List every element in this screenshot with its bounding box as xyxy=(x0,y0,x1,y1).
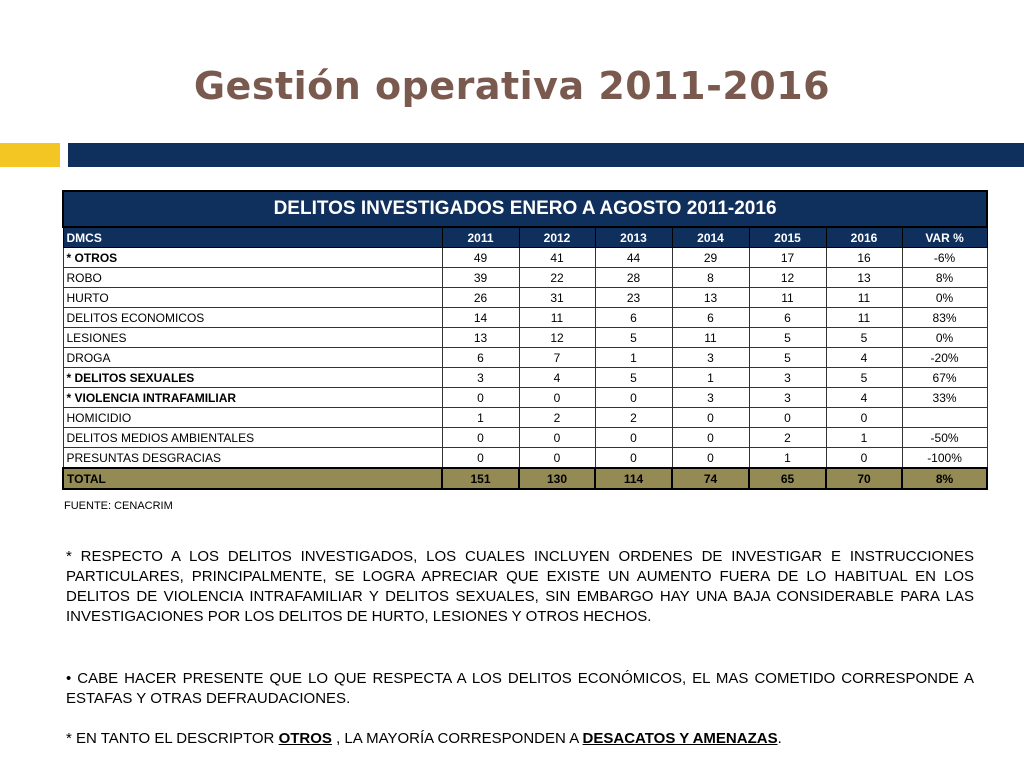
table-cell: 11 xyxy=(519,308,595,328)
table-caption: DELITOS INVESTIGADOS ENERO A AGOSTO 2011-2016 xyxy=(63,191,987,227)
crimes-table xyxy=(62,190,988,490)
table-cell: 0 xyxy=(672,428,749,448)
total-cell: 8% xyxy=(902,468,987,489)
table-row xyxy=(63,448,987,469)
table-cell: -6% xyxy=(902,248,987,268)
table-cell: -100% xyxy=(902,448,987,469)
table-cell: 2 xyxy=(749,428,826,448)
table-cell: 5 xyxy=(595,328,672,348)
table-cell: 11 xyxy=(672,328,749,348)
note-3-prefix: * EN TANTO EL DESCRIPTOR xyxy=(66,730,279,747)
table-cell: 0 xyxy=(442,428,519,448)
table-cell: 29 xyxy=(672,248,749,268)
header-cell: 2012 xyxy=(519,227,595,248)
accent-bar-navy xyxy=(68,143,1024,167)
table-cell: 11 xyxy=(749,288,826,308)
table-cell: 7 xyxy=(519,348,595,368)
table-cell: 4 xyxy=(826,388,902,408)
header-cell: 2016 xyxy=(826,227,902,248)
table-cell: 3 xyxy=(749,368,826,388)
header-cell: 2011 xyxy=(442,227,519,248)
row-label: PRESUNTAS DESGRACIAS xyxy=(63,448,442,469)
table-cell: 33% xyxy=(902,388,987,408)
table-cell: 13 xyxy=(672,288,749,308)
table-header-row xyxy=(63,227,987,248)
table-cell: 1 xyxy=(826,428,902,448)
table-total-row xyxy=(63,468,987,489)
table-source-note: FUENTE: CENACRIM xyxy=(64,500,173,512)
table-cell: 5 xyxy=(826,328,902,348)
table-cell: 67% xyxy=(902,368,987,388)
table-cell: 5 xyxy=(749,328,826,348)
table-cell: 11 xyxy=(826,288,902,308)
table-cell: 5 xyxy=(749,348,826,368)
table-cell: 6 xyxy=(749,308,826,328)
table-cell: 6 xyxy=(595,308,672,328)
table-row xyxy=(63,268,987,288)
note-3-term-otros: OTROS xyxy=(278,730,332,747)
total-cell: 70 xyxy=(826,468,902,489)
table-cell: 4 xyxy=(519,368,595,388)
row-label: HURTO xyxy=(63,288,442,308)
note-paragraph-1: * RESPECTO A LOS DELITOS INVESTIGADOS, LOS CUALES INCLUYEN ORDENES DE INVESTIGAR E INSTRUCCIONES PARTICULARES, PRINCIPALMENTE, SE LOGRA APRECIAR QUE EXISTE UN AUMENTO FUERA DE LO HABITUAL EN LOS DELITOS DE VIOLENCIA INTRAFAMILIAR Y DELITOS SEXUALES, SIN EMBARGO HAY UNA BAJA CONSIDERABLE PARA LAS INVESTIGACIONES POR LOS DELITOS DE HURTO, LESIONES Y OTROS HECHOS. xyxy=(66,548,974,625)
table-cell: 0 xyxy=(595,388,672,408)
table-cell: 0 xyxy=(519,428,595,448)
table-cell: 3 xyxy=(442,368,519,388)
table-cell: 41 xyxy=(519,248,595,268)
total-cell: 114 xyxy=(595,468,672,489)
table-row xyxy=(63,288,987,308)
table-cell: 5 xyxy=(826,368,902,388)
table-cell: 44 xyxy=(595,248,672,268)
table-cell: -50% xyxy=(902,428,987,448)
note-paragraph-3 xyxy=(66,729,974,749)
accent-bar-yellow xyxy=(0,143,60,167)
header-cell: DMCS xyxy=(63,227,442,248)
table-cell: 83% xyxy=(902,308,987,328)
table-row xyxy=(63,348,987,368)
note-3-middle: , LA MAYORÍA CORRESPONDEN A xyxy=(331,730,583,747)
table-cell: 1 xyxy=(749,448,826,469)
slide-title: Gestión operativa 2011-2016 xyxy=(193,64,831,108)
table-cell: 12 xyxy=(519,328,595,348)
table-cell: 17 xyxy=(749,248,826,268)
table-cell: 2 xyxy=(519,408,595,428)
table-cell: 0 xyxy=(672,448,749,469)
table-cell: 13 xyxy=(442,328,519,348)
table-cell: 0% xyxy=(902,328,987,348)
table-row xyxy=(63,328,987,348)
table-cell: 3 xyxy=(672,348,749,368)
table-cell: 4 xyxy=(826,348,902,368)
table-row xyxy=(63,388,987,408)
row-label: DROGA xyxy=(63,348,442,368)
table-cell: 31 xyxy=(519,288,595,308)
table-row xyxy=(63,428,987,448)
total-cell: 151 xyxy=(442,468,519,489)
table-cell: 0 xyxy=(826,408,902,428)
table-cell: -20% xyxy=(902,348,987,368)
table-cell: 0 xyxy=(595,448,672,469)
crimes-table-container xyxy=(62,190,986,490)
table-cell: 14 xyxy=(442,308,519,328)
table-cell: 0 xyxy=(519,388,595,408)
table-cell: 1 xyxy=(672,368,749,388)
table-row xyxy=(63,408,987,428)
table-cell: 1 xyxy=(595,348,672,368)
table-cell: 8% xyxy=(902,268,987,288)
table-cell: 6 xyxy=(442,348,519,368)
note-3-term-desacatos: DESACATOS Y AMENAZAS xyxy=(582,730,778,747)
row-label: DELITOS ECONOMICOS xyxy=(63,308,442,328)
table-cell: 0 xyxy=(672,408,749,428)
total-cell: 74 xyxy=(672,468,749,489)
table-row xyxy=(63,248,987,268)
table-cell: 5 xyxy=(595,368,672,388)
table-cell: 28 xyxy=(595,268,672,288)
table-cell: 3 xyxy=(672,388,749,408)
row-label: HOMICIDIO xyxy=(63,408,442,428)
table-cell: 26 xyxy=(442,288,519,308)
table-cell: 0 xyxy=(442,448,519,469)
table-cell: 39 xyxy=(442,268,519,288)
table-cell: 0% xyxy=(902,288,987,308)
table-cell: 0 xyxy=(749,408,826,428)
header-cell: 2015 xyxy=(749,227,826,248)
row-label: LESIONES xyxy=(63,328,442,348)
table-cell: 23 xyxy=(595,288,672,308)
table-cell: 49 xyxy=(442,248,519,268)
table-cell: 0 xyxy=(595,428,672,448)
header-cell: 2014 xyxy=(672,227,749,248)
table-cell: 12 xyxy=(749,268,826,288)
row-label: * DELITOS SEXUALES xyxy=(63,368,442,388)
table-row xyxy=(63,308,987,328)
table-cell: 0 xyxy=(519,448,595,469)
table-cell: 1 xyxy=(442,408,519,428)
note-3-suffix: . xyxy=(777,730,782,747)
table-row xyxy=(63,368,987,388)
header-cell: VAR % xyxy=(902,227,987,248)
row-label: * OTROS xyxy=(63,248,442,268)
total-cell: 130 xyxy=(519,468,595,489)
table-cell: 3 xyxy=(749,388,826,408)
row-label: * VIOLENCIA INTRAFAMILIAR xyxy=(63,388,442,408)
table-cell: 0 xyxy=(442,388,519,408)
total-cell: 65 xyxy=(749,468,826,489)
table-cell: 8 xyxy=(672,268,749,288)
table-cell: 11 xyxy=(826,308,902,328)
table-cell: 13 xyxy=(826,268,902,288)
row-label: DELITOS MEDIOS AMBIENTALES xyxy=(63,428,442,448)
table-cell: 16 xyxy=(826,248,902,268)
table-cell xyxy=(902,408,987,428)
table-cell: 0 xyxy=(826,448,902,469)
total-label: TOTAL xyxy=(63,468,442,489)
row-label: ROBO xyxy=(63,268,442,288)
table-cell: 6 xyxy=(672,308,749,328)
table-cell: 22 xyxy=(519,268,595,288)
table-cell: 2 xyxy=(595,408,672,428)
header-cell: 2013 xyxy=(595,227,672,248)
note-paragraph-2: • CABE HACER PRESENTE QUE LO QUE RESPECTA A LOS DELITOS ECONÓMICOS, EL MAS COMETIDO CORRESPONDE A ESTAFAS Y OTRAS DEFRAUDACIONES. xyxy=(66,670,974,707)
